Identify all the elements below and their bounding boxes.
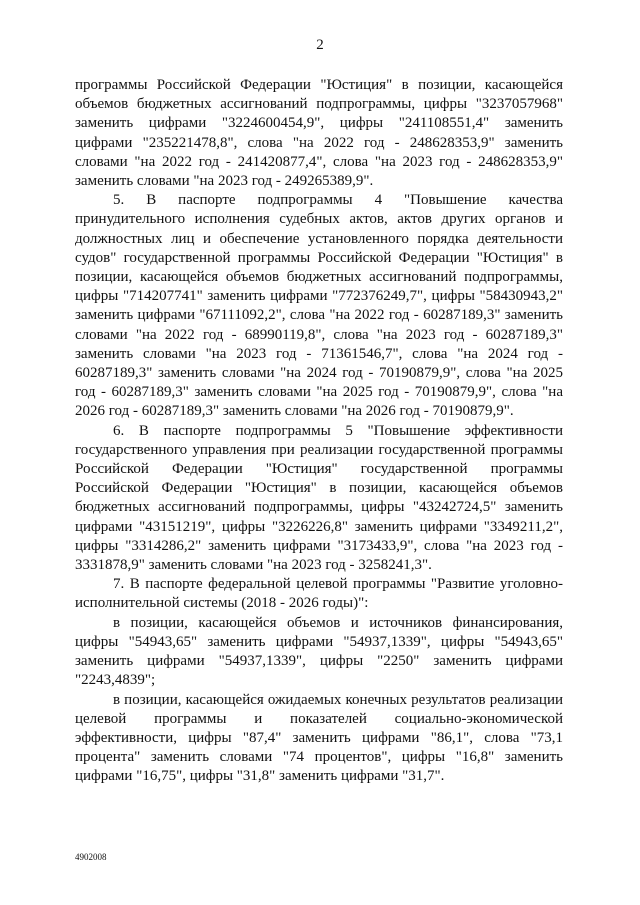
paragraph-item-7: 7. В паспорте федеральной целевой программы "Развитие уголовно-исполнительной системы (2018 - 2026 годы)": — [75, 576, 563, 612]
footer-document-code: 4902008 — [75, 852, 107, 862]
page-number: 2 — [316, 37, 324, 53]
paragraph-item-5: 5. В паспорте подпрограммы 4 "Повышение качества принудительного исполнения судебных актов, актов других органов и должностных лиц и обеспечение установленного порядка деятельности судов" государственной программы Российской Федерации "Юстиция" в позиции, касающейся объемов бюджетных ассигнований подпрограммы, цифры "714207741" заменить цифрами "772376249,7", цифры "58430943,2" заменить цифрами "67111092,2", слова "на 2022 год - 60287189,3" заменить словами "на 2022 год - 68990119,8", слова "на 2023 год - 60287189,3" заменить словами "на 2023 год - 71361546,7", слова "на 2024 год - 60287189,3" заменить словами "на 2024 год - 70190879,9", слова "на 2025 год - 60287189,3" заменить словами "на 2025 год - 70190879,9", слова "на 2026 год - 60287189,3" заменить словами "на 2026 год - 70190879,9". — [75, 192, 563, 420]
document-body — [75, 76, 563, 787]
paragraph-item-6: 6. В паспорте подпрограммы 5 "Повышение эффективности государственного управления при реализации государственной программы Российской Федерации "Юстиция" государственной программы Российской Федерации "Юстиция" в позиции, касающейся объемов бюджетных ассигнований подпрограммы, цифры "43242724,5" заменить цифрами "43151219", цифры "3226226,8" заменить цифрами "3349211,2", цифры "3314286,2" заменить цифрами "3173433,9", слова "на 2023 год - 3331878,9" заменить словами "на 2023 год - 3258241,3". — [75, 422, 563, 574]
paragraph-item-7-results: в позиции, касающейся ожидаемых конечных результатов реализации целевой программы и показателей социально-экономической эффективности, цифры "87,4" заменить цифрами "86,1", слова "73,1 процента" заменить словами "74 процентов", цифры "16,8" заменить цифрами "16,75", цифры "31,8" заменить цифрами "31,7". — [75, 691, 563, 785]
paragraph-continuation: программы Российской Федерации "Юстиция" в позиции, касающейся объемов бюджетных ассигнований подпрограммы, цифры "3237057968" заменить цифрами "3224600454,9", цифры "241108551,4" заменить цифрами "235221478,8", слова "на 2022 год - 248628353,9" заменить словами "на 2022 год - 241420877,4", слова "на 2023 год - 248628353,9" заменить словами "на 2023 год - 249265389,9". — [75, 77, 563, 190]
paragraph-item-7-financing: в позиции, касающейся объемов и источников финансирования, цифры "54943,65" заменить цифрами "54937,1339", цифры "54943,65" заменить цифрами "54937,1339", цифры "2250" заменить цифрами "2243,4839"; — [75, 614, 563, 689]
